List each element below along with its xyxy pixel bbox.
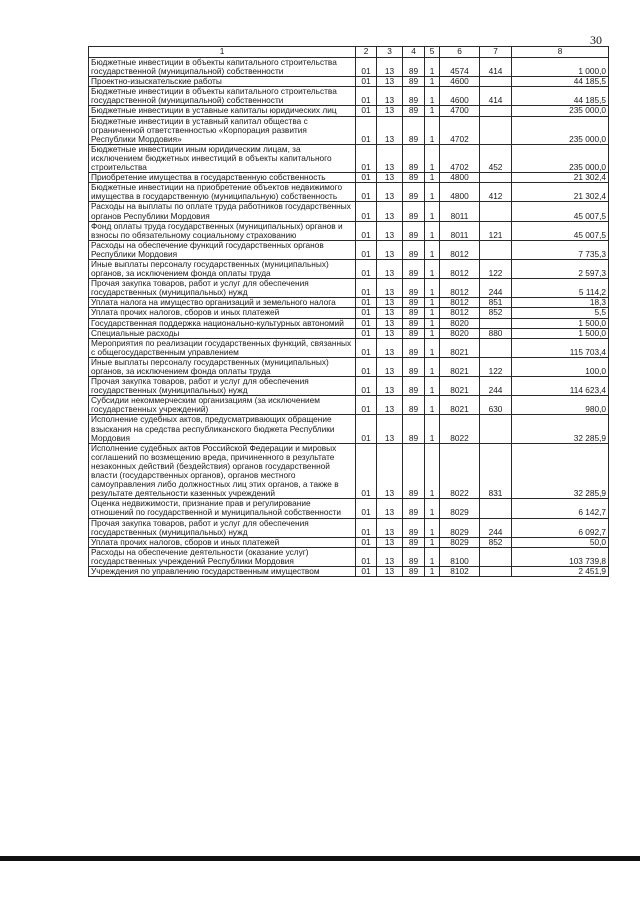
row-section-code: 01 (356, 328, 377, 338)
row-description: Бюджетные инвестиции в уставные капиталы юридических лиц (89, 106, 356, 116)
table-row (89, 566, 609, 576)
row-section-code: 01 (356, 415, 377, 443)
row-item-code: 8012 (440, 308, 480, 318)
row-amount: 5,5 (512, 308, 609, 318)
row-subprogram-code: 1 (425, 338, 440, 357)
row-expense-type: 831 (480, 443, 512, 499)
row-section-code: 01 (356, 259, 377, 278)
table-row (89, 221, 609, 240)
row-program-code: 89 (403, 308, 425, 318)
row-subprogram-code: 1 (425, 116, 440, 144)
row-program-code: 89 (403, 396, 425, 415)
row-subsection-code: 13 (377, 537, 403, 547)
row-description: Мероприятия по реализации государственных функций, связанных с общегосударственным управлением (89, 338, 356, 357)
row-subprogram-code: 1 (425, 87, 440, 106)
row-section-code: 01 (356, 58, 377, 77)
row-item-code: 8012 (440, 259, 480, 278)
row-subsection-code: 13 (377, 357, 403, 376)
row-expense-type: 852 (480, 308, 512, 318)
row-expense-type: 414 (480, 87, 512, 106)
row-subprogram-code: 1 (425, 415, 440, 443)
row-description: Бюджетные инвестиции иным юридическим лицам, за исключением бюджетных инвестиций в объекты капитального строительства (89, 144, 356, 172)
row-description: Уплата прочих налогов, сборов и иных платежей (89, 537, 356, 547)
row-amount: 235 000,0 (512, 144, 609, 172)
table-row (89, 240, 609, 259)
row-subprogram-code: 1 (425, 396, 440, 415)
row-subprogram-code: 1 (425, 77, 440, 87)
row-item-code: 4700 (440, 106, 480, 116)
row-item-code: 8102 (440, 566, 480, 576)
row-section-code: 01 (356, 318, 377, 328)
row-description: Государственная поддержка национально-культурных автономий (89, 318, 356, 328)
table-row (89, 58, 609, 77)
row-item-code: 4702 (440, 144, 480, 172)
row-item-code: 8021 (440, 357, 480, 376)
table-row (89, 357, 609, 376)
table-row (89, 173, 609, 183)
column-header: 7 (480, 47, 512, 58)
row-program-code: 89 (403, 240, 425, 259)
row-description: Приобретение имущества в государственную собственность (89, 173, 356, 183)
row-section-code: 01 (356, 547, 377, 566)
row-program-code: 89 (403, 116, 425, 144)
row-description: Бюджетные инвестиции в уставный капитал общества с ограниченной ответственностью «Корпорация развития Республики Мордовия» (89, 116, 356, 144)
footer-rule (0, 856, 640, 861)
row-description: Расходы на обеспечение функций государственных органов Республики Мордовия (89, 240, 356, 259)
row-expense-type: 880 (480, 328, 512, 338)
column-header: 3 (377, 47, 403, 58)
row-amount: 235 000,0 (512, 116, 609, 144)
row-item-code: 8029 (440, 499, 480, 518)
table-row (89, 443, 609, 499)
row-item-code: 8020 (440, 328, 480, 338)
row-subsection-code: 13 (377, 58, 403, 77)
row-program-code: 89 (403, 328, 425, 338)
page-number: 30 (590, 33, 602, 47)
row-amount: 21 302,4 (512, 183, 609, 202)
row-amount: 44 185,5 (512, 77, 609, 87)
table-row (89, 415, 609, 443)
table-row (89, 537, 609, 547)
row-amount: 2 451,9 (512, 566, 609, 576)
table-row (89, 183, 609, 202)
row-item-code: 4600 (440, 77, 480, 87)
row-subsection-code: 13 (377, 547, 403, 566)
row-section-code: 01 (356, 77, 377, 87)
row-item-code: 8022 (440, 443, 480, 499)
row-program-code: 89 (403, 537, 425, 547)
row-amount: 32 285,9 (512, 443, 609, 499)
row-subsection-code: 13 (377, 106, 403, 116)
column-header: 1 (89, 47, 356, 58)
row-expense-type (480, 547, 512, 566)
row-expense-type (480, 116, 512, 144)
row-subprogram-code: 1 (425, 318, 440, 328)
row-item-code: 4800 (440, 173, 480, 183)
row-program-code: 89 (403, 77, 425, 87)
row-expense-type (480, 318, 512, 328)
row-amount: 235 000,0 (512, 106, 609, 116)
row-section-code: 01 (356, 298, 377, 308)
row-amount: 2 597,3 (512, 259, 609, 278)
row-amount: 6 092,7 (512, 518, 609, 537)
table-row (89, 259, 609, 278)
row-description: Расходы на обеспечение деятельности (оказание услуг) государственных учреждений Республики Мордовия (89, 547, 356, 566)
row-description: Бюджетные инвестиции в объекты капитального строительства государственной (муниципальной) собственности (89, 87, 356, 106)
row-section-code: 01 (356, 443, 377, 499)
row-expense-type (480, 173, 512, 183)
row-subsection-code: 13 (377, 173, 403, 183)
row-subsection-code: 13 (377, 396, 403, 415)
row-description: Учреждения по управлению государственным имуществом (89, 566, 356, 576)
table-row (89, 308, 609, 318)
row-subsection-code: 13 (377, 144, 403, 172)
row-subprogram-code: 1 (425, 173, 440, 183)
row-description: Исполнение судебных актов, предусматривающих обращение взыскания на средства республиканского бюджета Республики Мордовия (89, 415, 356, 443)
row-subprogram-code: 1 (425, 357, 440, 376)
row-amount: 45 007,5 (512, 202, 609, 221)
row-expense-type: 630 (480, 396, 512, 415)
row-description: Расходы на выплаты по оплате труда работников государственных органов Республики Мордовия (89, 202, 356, 221)
row-program-code: 89 (403, 499, 425, 518)
row-program-code: 89 (403, 298, 425, 308)
row-subsection-code: 13 (377, 240, 403, 259)
row-section-code: 01 (356, 221, 377, 240)
row-program-code: 89 (403, 566, 425, 576)
row-section-code: 01 (356, 240, 377, 259)
row-expense-type: 244 (480, 279, 512, 298)
row-amount: 103 739,8 (512, 547, 609, 566)
row-subsection-code: 13 (377, 308, 403, 318)
row-program-code: 89 (403, 106, 425, 116)
row-program-code: 89 (403, 144, 425, 172)
row-subsection-code: 13 (377, 298, 403, 308)
row-amount: 5 114,2 (512, 279, 609, 298)
row-subprogram-code: 1 (425, 144, 440, 172)
row-description: Иные выплаты персоналу государственных (муниципальных) органов, за исключением фонда оплаты труда (89, 357, 356, 376)
row-section-code: 01 (356, 566, 377, 576)
row-amount: 6 142,7 (512, 499, 609, 518)
row-section-code: 01 (356, 173, 377, 183)
table-row (89, 338, 609, 357)
row-item-code: 8021 (440, 377, 480, 396)
column-header: 6 (440, 47, 480, 58)
row-item-code: 8029 (440, 518, 480, 537)
table-row (89, 144, 609, 172)
row-subsection-code: 13 (377, 279, 403, 298)
row-section-code: 01 (356, 338, 377, 357)
row-subsection-code: 13 (377, 259, 403, 278)
row-subsection-code: 13 (377, 328, 403, 338)
row-program-code: 89 (403, 58, 425, 77)
row-description: Бюджетные инвестиции на приобретение объектов недвижимого имущества в государственную (муниципальную) собственность (89, 183, 356, 202)
row-subsection-code: 13 (377, 566, 403, 576)
row-amount: 44 185,5 (512, 87, 609, 106)
row-subprogram-code: 1 (425, 183, 440, 202)
row-section-code: 01 (356, 279, 377, 298)
row-subsection-code: 13 (377, 338, 403, 357)
row-expense-type: 122 (480, 357, 512, 376)
row-description: Прочая закупка товаров, работ и услуг для обеспечения государственных (муниципальных) нужд (89, 279, 356, 298)
row-description: Прочая закупка товаров, работ и услуг для обеспечения государственных (муниципальных) нужд (89, 518, 356, 537)
row-section-code: 01 (356, 183, 377, 202)
row-program-code: 89 (403, 173, 425, 183)
row-program-code: 89 (403, 279, 425, 298)
row-subprogram-code: 1 (425, 240, 440, 259)
row-section-code: 01 (356, 396, 377, 415)
table-row (89, 116, 609, 144)
row-description: Иные выплаты персоналу государственных (муниципальных) органов, за исключением фонда оплаты труда (89, 259, 356, 278)
row-program-code: 89 (403, 318, 425, 328)
table-row (89, 499, 609, 518)
row-expense-type (480, 415, 512, 443)
table-row (89, 77, 609, 87)
row-program-code: 89 (403, 221, 425, 240)
row-section-code: 01 (356, 357, 377, 376)
row-subprogram-code: 1 (425, 221, 440, 240)
table-row (89, 518, 609, 537)
row-program-code: 89 (403, 547, 425, 566)
table-row (89, 328, 609, 338)
row-subsection-code: 13 (377, 377, 403, 396)
row-description: Оценка недвижимости, признание прав и регулирование отношений по государственной и муниципальной собственности (89, 499, 356, 518)
row-program-code: 89 (403, 259, 425, 278)
row-amount: 32 285,9 (512, 415, 609, 443)
row-subprogram-code: 1 (425, 259, 440, 278)
row-expense-type: 851 (480, 298, 512, 308)
row-section-code: 01 (356, 144, 377, 172)
row-item-code: 8012 (440, 279, 480, 298)
row-expense-type: 121 (480, 221, 512, 240)
row-section-code: 01 (356, 537, 377, 547)
row-expense-type: 412 (480, 183, 512, 202)
row-section-code: 01 (356, 202, 377, 221)
row-subprogram-code: 1 (425, 298, 440, 308)
row-section-code: 01 (356, 377, 377, 396)
row-description: Фонд оплаты труда государственных (муниципальных) органов и взносы по обязательному социальному страхованию (89, 221, 356, 240)
table-row (89, 202, 609, 221)
row-expense-type (480, 499, 512, 518)
row-item-code: 8100 (440, 547, 480, 566)
row-program-code: 89 (403, 357, 425, 376)
row-subprogram-code: 1 (425, 499, 440, 518)
row-item-code: 4800 (440, 183, 480, 202)
row-item-code: 8021 (440, 338, 480, 357)
row-section-code: 01 (356, 499, 377, 518)
table-header-row (89, 47, 609, 58)
row-amount: 114 623,4 (512, 377, 609, 396)
row-expense-type (480, 77, 512, 87)
row-item-code: 4600 (440, 87, 480, 106)
row-subsection-code: 13 (377, 221, 403, 240)
table-row (89, 396, 609, 415)
row-subprogram-code: 1 (425, 328, 440, 338)
row-amount: 18,3 (512, 298, 609, 308)
row-description: Прочая закупка товаров, работ и услуг для обеспечения государственных (муниципальных) нужд (89, 377, 356, 396)
row-description: Бюджетные инвестиции в объекты капитального строительства государственной (муниципальной) собственности (89, 58, 356, 77)
table-row (89, 279, 609, 298)
row-amount: 7 735,3 (512, 240, 609, 259)
row-subprogram-code: 1 (425, 202, 440, 221)
row-program-code: 89 (403, 202, 425, 221)
table-row (89, 87, 609, 106)
row-description: Уплата прочих налогов, сборов и иных платежей (89, 308, 356, 318)
row-subprogram-code: 1 (425, 106, 440, 116)
row-item-code: 4574 (440, 58, 480, 77)
row-description: Субсидии некоммерческим организациям (за исключением государственных учреждений) (89, 396, 356, 415)
row-expense-type: 244 (480, 377, 512, 396)
row-expense-type: 452 (480, 144, 512, 172)
row-subprogram-code: 1 (425, 537, 440, 547)
row-expense-type (480, 566, 512, 576)
row-section-code: 01 (356, 106, 377, 116)
row-description: Специальные расходы (89, 328, 356, 338)
row-item-code: 8021 (440, 396, 480, 415)
row-expense-type: 414 (480, 58, 512, 77)
row-expense-type (480, 202, 512, 221)
column-header: 4 (403, 47, 425, 58)
row-expense-type: 244 (480, 518, 512, 537)
row-subprogram-code: 1 (425, 443, 440, 499)
row-subprogram-code: 1 (425, 566, 440, 576)
row-subprogram-code: 1 (425, 279, 440, 298)
row-item-code: 4702 (440, 116, 480, 144)
row-item-code: 8029 (440, 537, 480, 547)
row-program-code: 89 (403, 338, 425, 357)
row-section-code: 01 (356, 116, 377, 144)
row-subsection-code: 13 (377, 87, 403, 106)
row-subsection-code: 13 (377, 443, 403, 499)
row-program-code: 89 (403, 518, 425, 537)
row-description: Исполнение судебных актов Российской Федерации и мировых соглашений по возмещению вреда, причиненного в результате незаконных действий (бездействия) органов государственной власти (государственных органов), органов местного самоуправления либо должностных лиц этих органов, а также в результате деятельности казенных учреждений (89, 443, 356, 499)
row-item-code: 8011 (440, 202, 480, 221)
row-program-code: 89 (403, 183, 425, 202)
table-row (89, 318, 609, 328)
row-expense-type (480, 240, 512, 259)
row-item-code: 8022 (440, 415, 480, 443)
row-subprogram-code: 1 (425, 547, 440, 566)
row-expense-type (480, 106, 512, 116)
row-amount: 50,0 (512, 537, 609, 547)
row-expense-type: 852 (480, 537, 512, 547)
row-subsection-code: 13 (377, 499, 403, 518)
row-subsection-code: 13 (377, 116, 403, 144)
row-item-code: 8012 (440, 240, 480, 259)
row-subsection-code: 13 (377, 518, 403, 537)
column-header: 8 (512, 47, 609, 58)
row-section-code: 01 (356, 518, 377, 537)
column-header: 5 (425, 47, 440, 58)
column-header: 2 (356, 47, 377, 58)
row-program-code: 89 (403, 87, 425, 106)
row-subprogram-code: 1 (425, 308, 440, 318)
budget-table (88, 46, 609, 577)
table-row (89, 298, 609, 308)
row-subprogram-code: 1 (425, 518, 440, 537)
row-expense-type: 122 (480, 259, 512, 278)
row-program-code: 89 (403, 377, 425, 396)
row-section-code: 01 (356, 308, 377, 318)
row-amount: 45 007,5 (512, 221, 609, 240)
row-subsection-code: 13 (377, 318, 403, 328)
row-item-code: 8020 (440, 318, 480, 328)
row-program-code: 89 (403, 443, 425, 499)
row-amount: 980,0 (512, 396, 609, 415)
row-subprogram-code: 1 (425, 377, 440, 396)
row-amount: 21 302,4 (512, 173, 609, 183)
row-subsection-code: 13 (377, 183, 403, 202)
table-row (89, 377, 609, 396)
row-expense-type (480, 338, 512, 357)
row-description: Уплата налога на имущество организаций и земельного налога (89, 298, 356, 308)
row-amount: 115 703,4 (512, 338, 609, 357)
row-amount: 100,0 (512, 357, 609, 376)
row-description: Проектно-изыскательские работы (89, 77, 356, 87)
row-section-code: 01 (356, 87, 377, 106)
row-subsection-code: 13 (377, 415, 403, 443)
row-program-code: 89 (403, 415, 425, 443)
row-amount: 1 500,0 (512, 318, 609, 328)
table-row (89, 106, 609, 116)
row-amount: 1 500,0 (512, 328, 609, 338)
row-subsection-code: 13 (377, 202, 403, 221)
row-subsection-code: 13 (377, 77, 403, 87)
row-amount: 1 000,0 (512, 58, 609, 77)
row-item-code: 8012 (440, 298, 480, 308)
row-subprogram-code: 1 (425, 58, 440, 77)
row-item-code: 8011 (440, 221, 480, 240)
table-row (89, 547, 609, 566)
